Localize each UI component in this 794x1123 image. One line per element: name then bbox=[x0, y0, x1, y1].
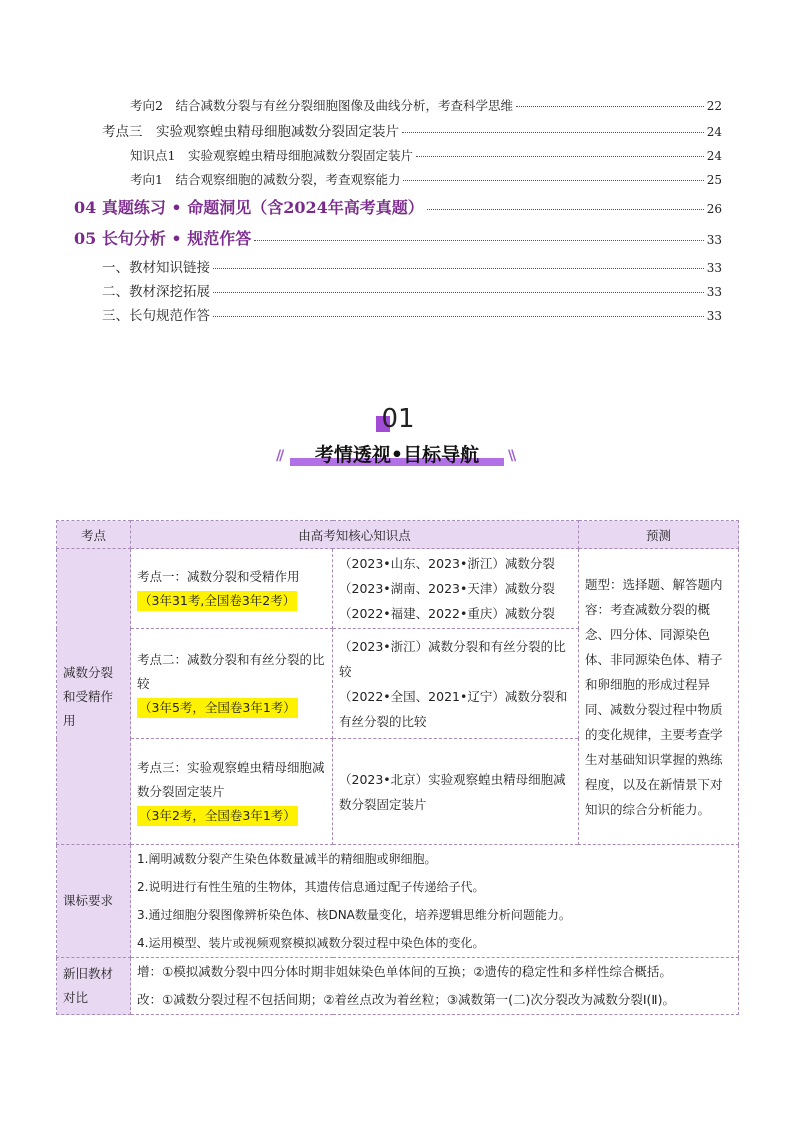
exam-year-line: （2023•浙江）减数分裂和有丝分裂的比较 bbox=[339, 638, 566, 679]
toc-entry[interactable] bbox=[74, 226, 722, 249]
header-cell: 考点 bbox=[57, 521, 131, 549]
exam-year-line: （2023•湖南、2023•天津）减数分裂 bbox=[339, 581, 555, 596]
exam-year-line: （2022•全国、2021•辽宁）减数分裂和有丝分裂的比较 bbox=[339, 688, 568, 729]
slash-decoration-left: // bbox=[276, 448, 283, 464]
section-title: 考情透视•目标导航 bbox=[290, 440, 504, 466]
exam-overview-table bbox=[56, 520, 739, 1015]
toc-entry[interactable] bbox=[102, 304, 722, 324]
knowledge-point-cell bbox=[131, 549, 333, 629]
toc-entry[interactable] bbox=[130, 96, 722, 114]
toc-leader-dots bbox=[516, 105, 704, 107]
toc-entry[interactable] bbox=[130, 170, 722, 188]
toc-entry[interactable] bbox=[102, 120, 722, 140]
toc-entry-label: 考向2 结合减数分裂与有丝分裂细胞图像及曲线分析，考查科学思维 bbox=[130, 98, 513, 113]
prediction-cell: 题型：选择题、解答题内容：考查减数分裂的概念、四分体、同源染色体、非同源染色体、精子和卵细胞的形成过程异同、减数分裂过程中物质的变化规律，主要考查学生对基础知识掌握的熟练程度，以及在新情景下对知识的综合分析能力。 bbox=[579, 549, 739, 845]
toc-leader-dots bbox=[427, 208, 704, 210]
knowledge-point-cell bbox=[131, 739, 333, 845]
toc-entry-label: 04 真题练习 • 命题洞见（含2024年高考真题） bbox=[74, 198, 424, 217]
toc-leader-dots bbox=[416, 155, 704, 157]
exam-years-cell bbox=[333, 629, 579, 739]
exam-year-line: （2023•北京）实验观察蝗虫精母细胞减数分裂固定装片 bbox=[339, 771, 566, 812]
requirements-cell bbox=[131, 845, 739, 958]
compare-line: 改：①减数分裂过程不包括间期；②着丝点改为着丝粒；③减数第一(二)次分裂改为减数分裂Ⅰ(Ⅱ)。 bbox=[137, 992, 675, 1007]
section-number: 01 bbox=[376, 404, 420, 434]
compare-line: 增：①模拟减数分裂中四分体时期非姐妹染色单体间的互换；②遗传的稳定性和多样性综合概括。 bbox=[137, 964, 672, 979]
toc-entry[interactable] bbox=[74, 195, 722, 218]
requirements-label-cell: 课标要求 bbox=[57, 845, 131, 958]
header-cell: 预测 bbox=[579, 521, 739, 549]
exam-years-cell bbox=[333, 739, 579, 845]
toc-entry-page: 25 bbox=[706, 173, 722, 187]
toc-leader-dots bbox=[403, 179, 703, 181]
toc-entry-label: 三、长句规范作答 bbox=[102, 308, 210, 324]
exam-stat-highlight: （3年5考，全国卷3年1考） bbox=[137, 698, 298, 718]
toc-entry-page: 24 bbox=[706, 149, 722, 163]
knowledge-point-name: 考点一：减数分裂和受精作用 bbox=[137, 568, 300, 584]
toc-entry-label: 一、教材知识链接 bbox=[102, 260, 210, 276]
exam-year-line: （2022•福建、2022•重庆）减数分裂 bbox=[339, 606, 555, 621]
toc-entry-label: 考点三 实验观察蝗虫精母细胞减数分裂固定装片 bbox=[102, 124, 399, 140]
table-row bbox=[57, 549, 739, 629]
toc-entry-label: 05 长句分析 • 规范作答 bbox=[74, 229, 252, 248]
toc-entry-page: 24 bbox=[706, 125, 722, 139]
table-row bbox=[57, 845, 739, 958]
toc-entry[interactable] bbox=[102, 256, 722, 276]
exam-years-cell bbox=[333, 549, 579, 629]
knowledge-point-name: 考点二：减数分裂和有丝分裂的比较 bbox=[137, 651, 325, 691]
toc-entry-page: 33 bbox=[706, 233, 722, 247]
requirement-line: 1.阐明减数分裂产生染色体数量减半的精细胞或卵细胞。 bbox=[137, 852, 437, 866]
toc-leader-dots bbox=[402, 131, 704, 133]
table-header-row bbox=[57, 521, 739, 549]
toc-leader-dots bbox=[213, 291, 704, 293]
toc-entry-label: 知识点1 实验观察蝗虫精母细胞减数分裂固定装片 bbox=[130, 148, 413, 163]
category-cell: 减数分裂和受精作用 bbox=[57, 549, 131, 845]
compare-cell bbox=[131, 958, 739, 1015]
toc-entry-label: 考向1 结合观察细胞的减数分裂，考查观察能力 bbox=[130, 172, 401, 187]
requirement-line: 2.说明进行有性生殖的生物体，其遗传信息通过配子传递给子代。 bbox=[137, 880, 485, 894]
exam-stat-highlight: （3年31考,全国卷3年2考） bbox=[137, 591, 297, 611]
toc-entry-page: 33 bbox=[706, 285, 722, 299]
exam-stat-highlight: （3年2考，全国卷3年1考） bbox=[137, 806, 298, 826]
slash-decoration-right: \\ bbox=[508, 448, 515, 464]
compare-label-cell: 新旧教材对比 bbox=[57, 958, 131, 1015]
toc-entry-page: 26 bbox=[706, 202, 722, 216]
knowledge-point-name: 考点三：实验观察蝗虫精母细胞减数分裂固定装片 bbox=[137, 759, 325, 799]
toc-entry[interactable] bbox=[130, 146, 722, 164]
toc-leader-dots bbox=[213, 315, 704, 317]
toc-entry-page: 33 bbox=[706, 261, 722, 275]
toc-entry-label: 二、教材深挖拓展 bbox=[102, 284, 210, 300]
toc-entry-page: 33 bbox=[706, 309, 722, 323]
knowledge-point-cell bbox=[131, 629, 333, 739]
toc-leader-dots bbox=[254, 239, 704, 241]
exam-year-line: （2023•山东、2023•浙江）减数分裂 bbox=[339, 556, 555, 571]
requirement-line: 4.运用模型、装片或视频观察模拟减数分裂过程中染色体的变化。 bbox=[137, 936, 485, 950]
header-cell: 由高考知核心知识点 bbox=[131, 521, 579, 549]
toc-entry[interactable] bbox=[102, 280, 722, 300]
toc-leader-dots bbox=[213, 267, 704, 269]
toc-entry-page: 22 bbox=[706, 99, 722, 113]
requirement-line: 3.通过细胞分裂图像辨析染色体、核DNA数量变化，培养逻辑思维分析问题能力。 bbox=[137, 908, 571, 922]
table-row bbox=[57, 958, 739, 1015]
